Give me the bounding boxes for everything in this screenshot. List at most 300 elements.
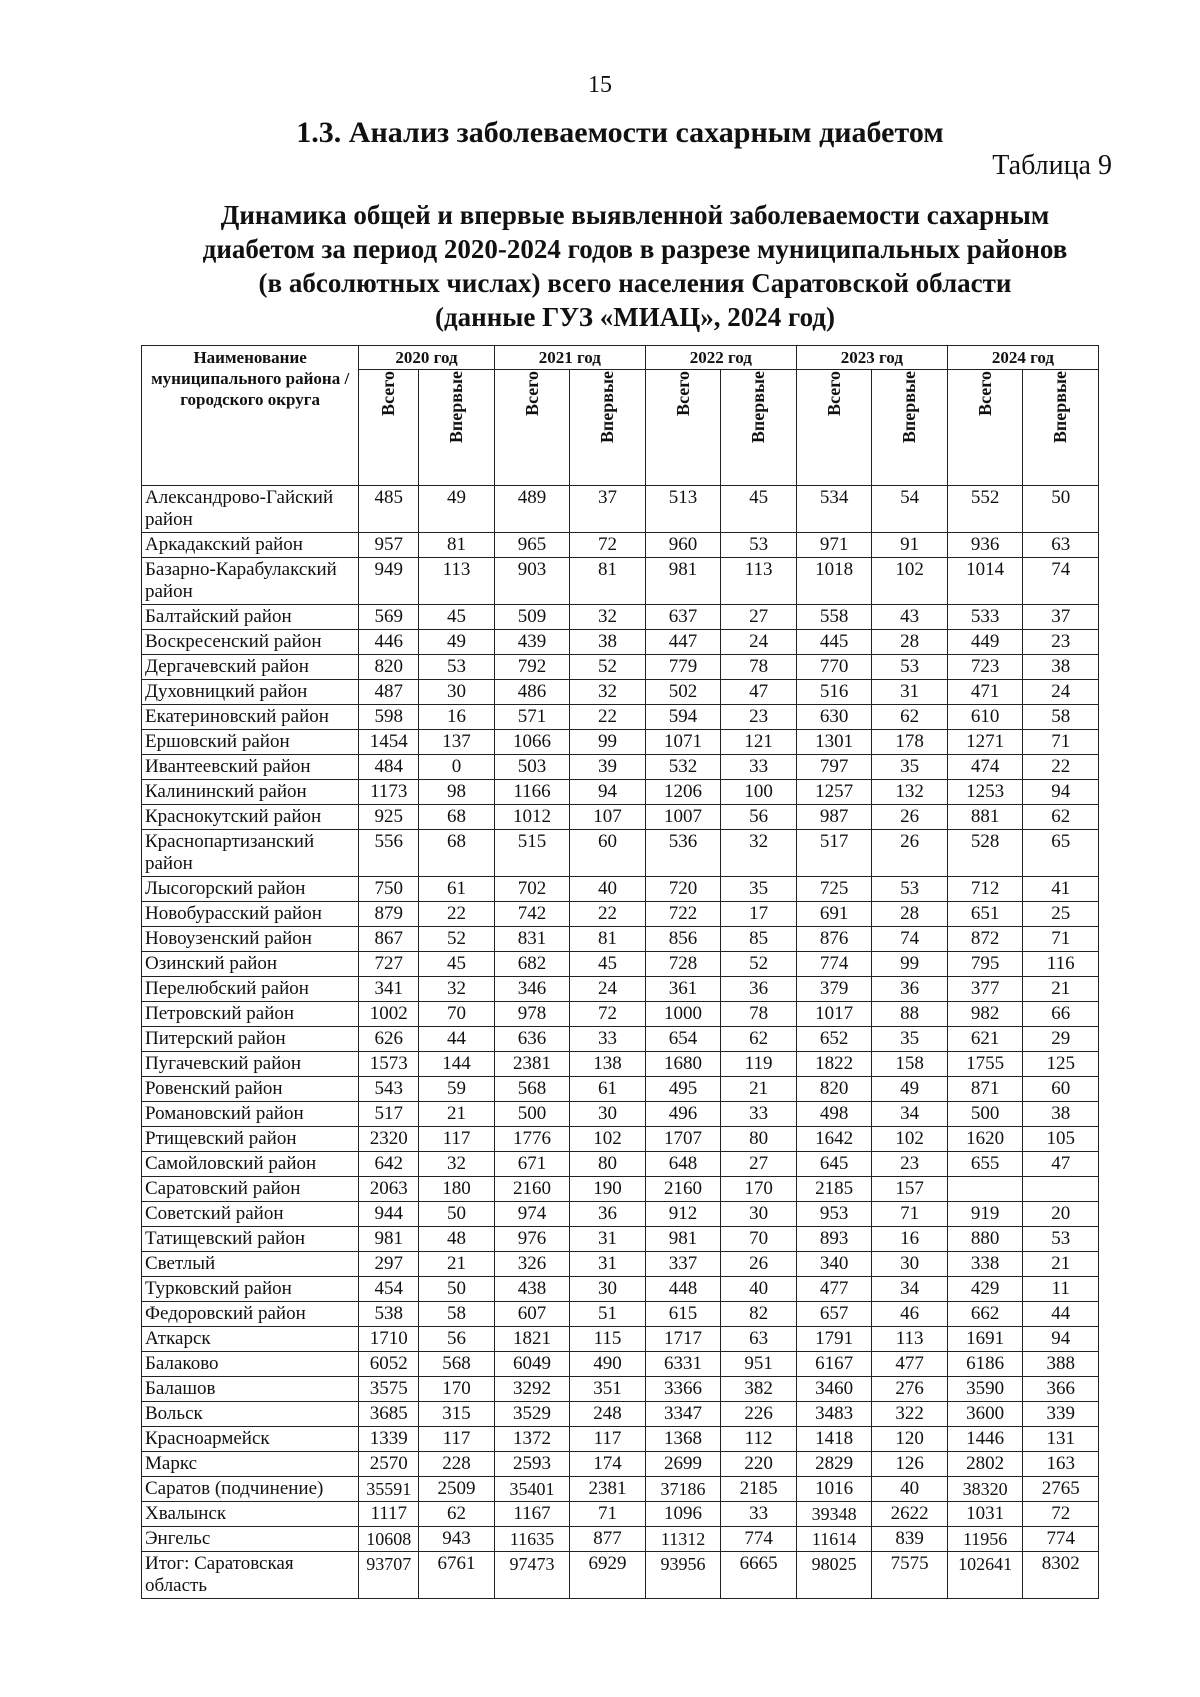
table-row (142, 1077, 1099, 1102)
total-value-cell: 876 (796, 927, 872, 952)
new-value-cell: 50 (419, 1277, 495, 1302)
table-row (142, 533, 1099, 558)
new-value-cell: 81 (570, 558, 646, 605)
district-name-cell: Питерский район (142, 1027, 359, 1052)
new-value-cell: 30 (721, 1202, 797, 1227)
new-value-cell: 22 (1023, 755, 1099, 780)
district-name-cell: Аркадакский район (142, 533, 359, 558)
district-name-cell: Балашов (142, 1377, 359, 1402)
new-value-cell: 951 (721, 1352, 797, 1377)
table-row (142, 977, 1099, 1002)
new-value-cell: 774 (721, 1527, 797, 1552)
new-value-cell: 47 (721, 680, 797, 705)
total-value-cell: 487 (359, 680, 419, 705)
table-row (142, 1227, 1099, 1252)
sub-header-label: Впервые (446, 371, 466, 444)
total-value-cell: 6049 (494, 1352, 570, 1377)
new-value-cell: 228 (419, 1452, 495, 1477)
total-value-cell: 449 (947, 630, 1023, 655)
new-value-cell: 943 (419, 1527, 495, 1552)
table-heading (160, 198, 1110, 334)
new-column-header (872, 370, 948, 486)
new-value-cell: 60 (1023, 1077, 1099, 1102)
district-name-cell: Калининский район (142, 780, 359, 805)
new-value-cell: 52 (570, 655, 646, 680)
total-value-cell: 3575 (359, 1377, 419, 1402)
total-value-cell: 792 (494, 655, 570, 680)
new-value-cell: 80 (570, 1152, 646, 1177)
total-value-cell: 655 (947, 1152, 1023, 1177)
new-column-header (1023, 370, 1099, 486)
new-value-cell: 99 (872, 952, 948, 977)
table-row (142, 1127, 1099, 1152)
total-column-header (796, 370, 872, 486)
table-row (142, 705, 1099, 730)
new-value-cell: 62 (721, 1027, 797, 1052)
table-row (142, 830, 1099, 877)
new-value-cell: 80 (721, 1127, 797, 1152)
total-value-cell: 361 (645, 977, 721, 1002)
total-value-cell: 3292 (494, 1377, 570, 1402)
new-value-cell: 88 (872, 1002, 948, 1027)
new-column-header (721, 370, 797, 486)
total-value-cell: 1680 (645, 1052, 721, 1077)
new-value-cell: 226 (721, 1402, 797, 1427)
new-value-cell: 81 (419, 533, 495, 558)
new-value-cell: 63 (721, 1327, 797, 1352)
new-value-cell: 28 (872, 630, 948, 655)
total-value-cell: 11614 (796, 1527, 872, 1552)
total-value-cell: 925 (359, 805, 419, 830)
total-value-cell (947, 1177, 1023, 1202)
total-value-cell: 880 (947, 1227, 1023, 1252)
total-value-cell: 1791 (796, 1327, 872, 1352)
new-value-cell: 35 (721, 877, 797, 902)
table-row (142, 1177, 1099, 1202)
total-value-cell: 949 (359, 558, 419, 605)
new-value-cell: 2622 (872, 1502, 948, 1527)
table-row (142, 630, 1099, 655)
district-name-cell: Романовский район (142, 1102, 359, 1127)
total-value-cell: 712 (947, 877, 1023, 902)
total-value-cell: 438 (494, 1277, 570, 1302)
new-value-cell: 137 (419, 730, 495, 755)
new-value-cell: 30 (570, 1102, 646, 1127)
total-value-cell: 2802 (947, 1452, 1023, 1477)
total-value-cell: 702 (494, 877, 570, 902)
total-value-cell: 534 (796, 486, 872, 533)
total-value-cell: 445 (796, 630, 872, 655)
total-value-cell: 1642 (796, 1127, 872, 1152)
new-value-cell: 53 (872, 655, 948, 680)
total-value-cell: 1620 (947, 1127, 1023, 1152)
total-value-cell: 682 (494, 952, 570, 977)
new-value-cell: 34 (872, 1277, 948, 1302)
total-value-cell: 1016 (796, 1477, 872, 1502)
total-value-cell: 971 (796, 533, 872, 558)
new-value-cell: 71 (872, 1202, 948, 1227)
total-value-cell: 513 (645, 486, 721, 533)
total-value-cell: 615 (645, 1302, 721, 1327)
total-value-cell: 2185 (796, 1177, 872, 1202)
new-value-cell: 121 (721, 730, 797, 755)
total-value-cell: 1301 (796, 730, 872, 755)
total-value-cell: 552 (947, 486, 1023, 533)
new-value-cell: 115 (570, 1327, 646, 1352)
total-value-cell: 326 (494, 1252, 570, 1277)
district-column-header: Наименование муниципального района / городского округа (142, 346, 359, 486)
new-value-cell: 180 (419, 1177, 495, 1202)
total-value-cell: 610 (947, 705, 1023, 730)
new-value-cell: 40 (872, 1477, 948, 1502)
district-name-cell: Маркс (142, 1452, 359, 1477)
total-value-cell: 337 (645, 1252, 721, 1277)
total-value-cell: 871 (947, 1077, 1023, 1102)
total-value-cell: 485 (359, 486, 419, 533)
total-value-cell: 98025 (796, 1552, 872, 1599)
new-value-cell: 32 (721, 830, 797, 877)
total-value-cell: 648 (645, 1152, 721, 1177)
total-value-cell: 645 (796, 1152, 872, 1177)
district-name-cell: Духовницкий район (142, 680, 359, 705)
total-value-cell: 630 (796, 705, 872, 730)
total-value-cell: 953 (796, 1202, 872, 1227)
year-header: 2024 год (947, 346, 1098, 370)
new-value-cell: 105 (1023, 1127, 1099, 1152)
new-value-cell: 382 (721, 1377, 797, 1402)
new-value-cell: 113 (872, 1327, 948, 1352)
new-value-cell: 49 (419, 630, 495, 655)
table-row (142, 1527, 1099, 1552)
new-column-header (419, 370, 495, 486)
table-row (142, 1102, 1099, 1127)
district-name-cell: Ершовский район (142, 730, 359, 755)
total-value-cell: 6052 (359, 1352, 419, 1377)
total-value-cell: 598 (359, 705, 419, 730)
new-value-cell: 70 (721, 1227, 797, 1252)
total-value-cell: 867 (359, 927, 419, 952)
total-value-cell: 774 (796, 952, 872, 977)
district-name-cell: Балтайский район (142, 605, 359, 630)
new-value-cell (1023, 1177, 1099, 1202)
total-value-cell: 1031 (947, 1502, 1023, 1527)
total-value-cell: 2699 (645, 1452, 721, 1477)
total-value-cell: 3483 (796, 1402, 872, 1427)
total-value-cell: 750 (359, 877, 419, 902)
new-value-cell: 41 (1023, 877, 1099, 902)
total-value-cell: 538 (359, 1302, 419, 1327)
sub-header-label: Всего (823, 371, 844, 416)
new-value-cell: 56 (419, 1327, 495, 1352)
new-value-cell: 20 (1023, 1202, 1099, 1227)
new-value-cell: 100 (721, 780, 797, 805)
district-name-cell: Александрово-Гайский район (142, 486, 359, 533)
new-value-cell: 568 (419, 1352, 495, 1377)
total-value-cell: 742 (494, 902, 570, 927)
total-value-cell: 1000 (645, 1002, 721, 1027)
new-value-cell: 50 (419, 1202, 495, 1227)
total-value-cell: 3529 (494, 1402, 570, 1427)
total-value-cell: 477 (796, 1277, 872, 1302)
total-value-cell: 636 (494, 1027, 570, 1052)
total-value-cell: 93707 (359, 1552, 419, 1599)
total-value-cell: 500 (494, 1102, 570, 1127)
total-value-cell: 637 (645, 605, 721, 630)
new-value-cell: 0 (419, 755, 495, 780)
total-value-cell: 1573 (359, 1052, 419, 1077)
new-value-cell: 47 (1023, 1152, 1099, 1177)
district-name-cell: Пугачевский район (142, 1052, 359, 1077)
table-row (142, 1252, 1099, 1277)
total-value-cell: 1007 (645, 805, 721, 830)
total-value-cell: 1368 (645, 1427, 721, 1452)
new-value-cell: 52 (419, 927, 495, 952)
new-value-cell: 74 (872, 927, 948, 952)
total-value-cell: 3366 (645, 1377, 721, 1402)
total-value-cell: 6186 (947, 1352, 1023, 1377)
new-value-cell: 17 (721, 902, 797, 927)
total-value-cell: 1018 (796, 558, 872, 605)
total-value-cell: 1017 (796, 1002, 872, 1027)
new-value-cell: 51 (570, 1302, 646, 1327)
new-value-cell: 116 (1023, 952, 1099, 977)
total-value-cell: 981 (645, 558, 721, 605)
new-value-cell: 32 (419, 977, 495, 1002)
new-value-cell: 37 (1023, 605, 1099, 630)
new-value-cell: 49 (872, 1077, 948, 1102)
new-value-cell: 32 (570, 680, 646, 705)
year-header: 2023 год (796, 346, 947, 370)
new-value-cell: 81 (570, 927, 646, 952)
new-value-cell: 94 (1023, 1327, 1099, 1352)
new-value-cell: 25 (1023, 902, 1099, 927)
total-value-cell: 652 (796, 1027, 872, 1052)
total-value-cell: 770 (796, 655, 872, 680)
sub-header-label: Всего (521, 371, 542, 416)
new-value-cell: 37 (570, 486, 646, 533)
new-value-cell: 61 (570, 1077, 646, 1102)
total-value-cell: 960 (645, 533, 721, 558)
total-value-cell: 39348 (796, 1502, 872, 1527)
new-value-cell: 32 (570, 605, 646, 630)
table-row (142, 1277, 1099, 1302)
district-name-cell: Петровский район (142, 1002, 359, 1027)
total-value-cell: 6331 (645, 1352, 721, 1377)
total-value-cell: 3590 (947, 1377, 1023, 1402)
total-value-cell: 982 (947, 1002, 1023, 1027)
year-header: 2020 год (359, 346, 495, 370)
new-value-cell: 35 (872, 1027, 948, 1052)
new-value-cell: 45 (419, 952, 495, 977)
table-row (142, 1427, 1099, 1452)
new-value-cell: 126 (872, 1452, 948, 1477)
district-name-cell: Ивантеевский район (142, 755, 359, 780)
new-value-cell: 21 (419, 1102, 495, 1127)
new-value-cell: 66 (1023, 1002, 1099, 1027)
table-heading-line: диабетом за период 2020-2024 годов в разрезе муниципальных районов (202, 234, 1068, 264)
sub-header-label: Всего (974, 371, 995, 416)
total-value-cell: 3347 (645, 1402, 721, 1427)
table-row (142, 730, 1099, 755)
new-value-cell: 48 (419, 1227, 495, 1252)
total-value-cell: 1454 (359, 730, 419, 755)
district-name-cell: Базарно-Карабулакский район (142, 558, 359, 605)
total-value-cell: 725 (796, 877, 872, 902)
new-value-cell: 2185 (721, 1477, 797, 1502)
total-value-cell: 10608 (359, 1527, 419, 1552)
table-row (142, 1027, 1099, 1052)
new-value-cell: 322 (872, 1402, 948, 1427)
total-value-cell: 1066 (494, 730, 570, 755)
table-row (142, 952, 1099, 977)
new-value-cell: 43 (872, 605, 948, 630)
total-value-cell: 11312 (645, 1527, 721, 1552)
total-value-cell: 379 (796, 977, 872, 1002)
district-name-cell: Екатериновский район (142, 705, 359, 730)
new-value-cell: 24 (721, 630, 797, 655)
new-value-cell: 94 (1023, 780, 1099, 805)
new-value-cell: 220 (721, 1452, 797, 1477)
new-value-cell: 7575 (872, 1552, 948, 1599)
new-value-cell: 131 (1023, 1427, 1099, 1452)
total-value-cell: 1717 (645, 1327, 721, 1352)
new-value-cell: 36 (570, 1202, 646, 1227)
total-value-cell: 533 (947, 605, 1023, 630)
total-value-cell: 3600 (947, 1402, 1023, 1427)
district-name-cell: Вольск (142, 1402, 359, 1427)
new-value-cell: 24 (1023, 680, 1099, 705)
new-value-cell: 8302 (1023, 1552, 1099, 1599)
total-value-cell: 1206 (645, 780, 721, 805)
new-value-cell: 170 (721, 1177, 797, 1202)
new-value-cell: 24 (570, 977, 646, 1002)
total-value-cell: 515 (494, 830, 570, 877)
total-value-cell: 429 (947, 1277, 1023, 1302)
new-value-cell: 98 (419, 780, 495, 805)
total-value-cell: 919 (947, 1202, 1023, 1227)
new-value-cell: 72 (1023, 1502, 1099, 1527)
new-value-cell: 102 (570, 1127, 646, 1152)
new-value-cell: 144 (419, 1052, 495, 1077)
new-value-cell: 65 (1023, 830, 1099, 877)
new-value-cell: 45 (419, 605, 495, 630)
total-value-cell: 691 (796, 902, 872, 927)
new-value-cell: 44 (1023, 1302, 1099, 1327)
sub-header-label: Впервые (1050, 371, 1071, 444)
new-value-cell: 27 (721, 1152, 797, 1177)
new-value-cell: 21 (419, 1252, 495, 1277)
total-value-cell: 528 (947, 830, 1023, 877)
new-value-cell: 158 (872, 1052, 948, 1077)
total-value-cell: 297 (359, 1252, 419, 1277)
new-value-cell: 839 (872, 1527, 948, 1552)
district-name-cell: Дергачевский район (142, 655, 359, 680)
total-value-cell: 1776 (494, 1127, 570, 1152)
new-value-cell: 68 (419, 830, 495, 877)
table-row (142, 1052, 1099, 1077)
table-row (142, 877, 1099, 902)
district-name-cell: Ровенский район (142, 1077, 359, 1102)
total-value-cell: 974 (494, 1202, 570, 1227)
total-value-cell: 1691 (947, 1327, 1023, 1352)
new-value-cell: 117 (419, 1127, 495, 1152)
sub-header-label: Всего (378, 371, 399, 416)
total-value-cell: 377 (947, 977, 1023, 1002)
total-value-cell: 568 (494, 1077, 570, 1102)
new-value-cell: 877 (570, 1527, 646, 1552)
new-value-cell: 6665 (721, 1552, 797, 1599)
new-value-cell: 112 (721, 1427, 797, 1452)
page-number: 15 (588, 72, 612, 98)
total-value-cell: 987 (796, 805, 872, 830)
sub-header-label: Впервые (597, 371, 618, 444)
total-value-cell: 651 (947, 902, 1023, 927)
table-body (142, 486, 1099, 1599)
table-row (142, 680, 1099, 705)
total-value-cell: 496 (645, 1102, 721, 1127)
district-name-cell: Новобурасский район (142, 902, 359, 927)
new-value-cell: 45 (721, 486, 797, 533)
new-value-cell: 22 (419, 902, 495, 927)
sub-header-label: Впервые (899, 371, 920, 444)
new-value-cell: 23 (721, 705, 797, 730)
new-value-cell: 40 (570, 877, 646, 902)
table-row (142, 558, 1099, 605)
new-value-cell: 56 (721, 805, 797, 830)
table-row (142, 1502, 1099, 1527)
total-value-cell: 1002 (359, 1002, 419, 1027)
new-value-cell: 477 (872, 1352, 948, 1377)
district-name-cell: Озинский район (142, 952, 359, 977)
district-name-cell: Новоузенский район (142, 927, 359, 952)
new-value-cell: 72 (570, 533, 646, 558)
new-value-cell: 26 (721, 1252, 797, 1277)
total-value-cell: 879 (359, 902, 419, 927)
total-value-cell: 1755 (947, 1052, 1023, 1077)
new-value-cell: 30 (419, 680, 495, 705)
new-value-cell: 33 (570, 1027, 646, 1052)
new-value-cell: 91 (872, 533, 948, 558)
new-value-cell: 78 (721, 655, 797, 680)
total-value-cell: 543 (359, 1077, 419, 1102)
section-title: 1.3. Анализ заболеваемости сахарным диабетом (296, 116, 944, 149)
new-value-cell: 174 (570, 1452, 646, 1477)
new-value-cell: 72 (570, 1002, 646, 1027)
new-value-cell: 113 (721, 558, 797, 605)
district-name-cell: Краснокутский район (142, 805, 359, 830)
new-value-cell: 119 (721, 1052, 797, 1077)
district-name-cell: Итог: Саратовская область (142, 1552, 359, 1599)
total-value-cell: 1014 (947, 558, 1023, 605)
total-value-cell: 1166 (494, 780, 570, 805)
total-value-cell: 489 (494, 486, 570, 533)
new-value-cell: 49 (419, 486, 495, 533)
new-value-cell: 28 (872, 902, 948, 927)
new-value-cell: 68 (419, 805, 495, 830)
new-value-cell: 71 (1023, 730, 1099, 755)
total-value-cell: 1257 (796, 780, 872, 805)
total-value-cell: 532 (645, 755, 721, 780)
total-value-cell: 498 (796, 1102, 872, 1127)
new-value-cell: 23 (872, 1152, 948, 1177)
new-value-cell: 33 (721, 755, 797, 780)
new-value-cell: 190 (570, 1177, 646, 1202)
new-value-cell: 45 (570, 952, 646, 977)
table-heading-line: Динамика общей и впервые выявленной заболеваемости сахарным (220, 200, 1050, 230)
new-value-cell: 11 (1023, 1277, 1099, 1302)
total-value-cell: 976 (494, 1227, 570, 1252)
year-header-row (142, 346, 1099, 370)
